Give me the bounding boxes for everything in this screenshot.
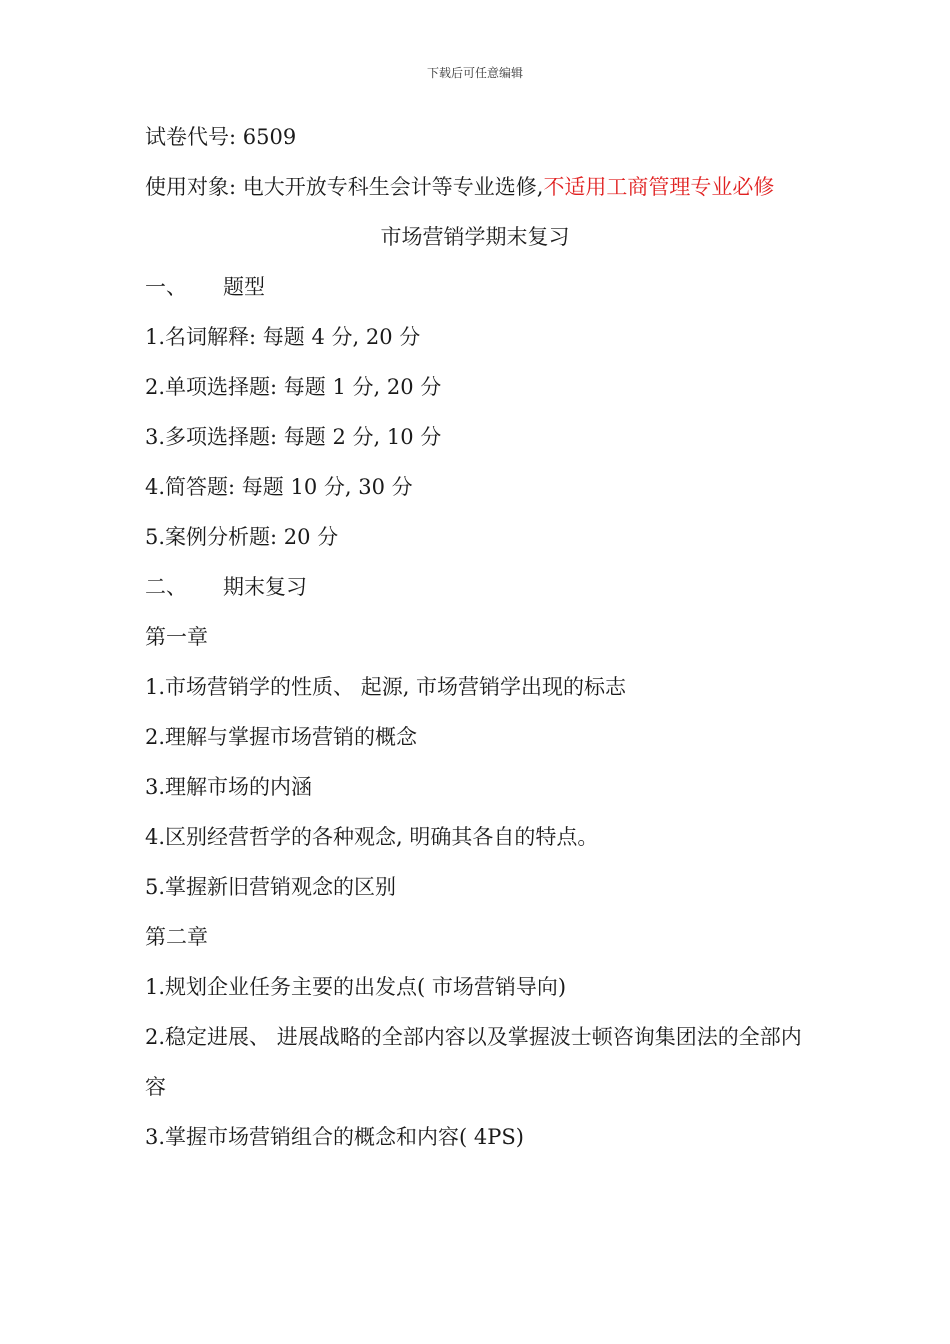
chapter-title: 第一章 — [145, 625, 208, 649]
document-body — [145, 112, 815, 1162]
list-item: 1.名词解释: 每题 4 分, 20 分 — [145, 325, 421, 349]
list-item: 4.区别经营哲学的各种观念, 明确其各自的特点。 — [145, 825, 599, 849]
list-item: 5.案例分析题: 20 分 — [145, 525, 339, 549]
list-item: 3.理解市场的内涵 — [145, 775, 313, 799]
download-note: 下载后可任意编辑 — [426, 66, 523, 80]
list-item: 2.理解与掌握市场营销的概念 — [145, 725, 418, 749]
list-item: 2.单项选择题: 每题 1 分, 20 分 — [145, 375, 442, 399]
section-title: 题型 — [223, 275, 265, 299]
section-number: 一、 — [145, 275, 187, 299]
section-heading-question-types — [145, 262, 815, 312]
list-item: 1.规划企业任务主要的出发点( 市场营销导向) — [145, 975, 567, 999]
chapter-title: 第二章 — [145, 925, 208, 949]
list-item: 4.简答题: 每题 10 分, 30 分 — [145, 475, 413, 499]
exam-code: 试卷代号: 6509 — [145, 125, 297, 149]
list-item: 2.稳定进展、 进展战略的全部内容以及掌握波士顿咨询集团法的全部内容 — [145, 1025, 802, 1099]
list-item: 3.多项选择题: 每题 2 分, 10 分 — [145, 425, 442, 449]
section-number: 二、 — [145, 575, 187, 599]
usage-highlight-text: 不适用工商管理专业必修 — [543, 175, 775, 199]
list-item: 5.掌握新旧营销观念的区别 — [145, 875, 397, 899]
document-title: 市场营销学期末复习 — [380, 225, 570, 249]
list-item: 3.掌握市场营销组合的概念和内容( 4PS) — [145, 1125, 524, 1149]
section-heading-final-review — [145, 562, 815, 612]
usage-normal-text: 使用对象: 电大开放专科生会计等专业选修, — [145, 175, 544, 199]
section-title: 期末复习 — [223, 575, 307, 599]
usage-statement — [145, 162, 815, 212]
list-item: 1.市场营销学的性质、 起源, 市场营销学出现的标志 — [145, 675, 627, 699]
